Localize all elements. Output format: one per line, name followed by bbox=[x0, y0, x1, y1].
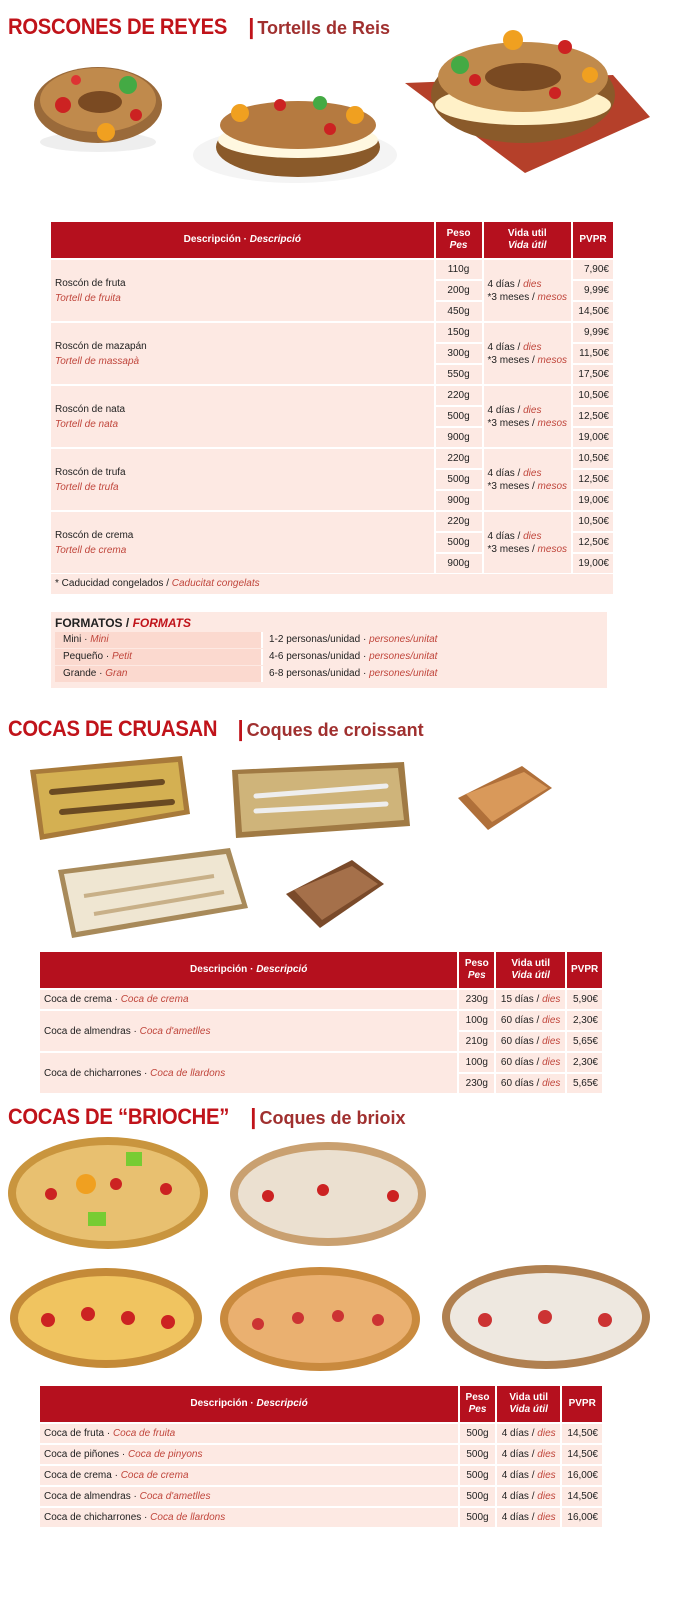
heading-subtitle: Coques de croissant bbox=[246, 720, 424, 740]
heading-main: COCAS DE “BRIOCHE” bbox=[8, 1104, 230, 1129]
weight-cell: 550g bbox=[436, 365, 482, 384]
format-people: 6-8 personas/unidad · persones/unitat bbox=[261, 666, 607, 682]
format-size-es: Grande bbox=[63, 668, 97, 679]
life-text-ca: dies bbox=[537, 1512, 556, 1523]
product-cell: Coca de crema · Coca de crema bbox=[40, 1466, 458, 1485]
life-text: 4 días / bbox=[501, 1449, 535, 1460]
life-text: 60 días / bbox=[500, 1078, 540, 1089]
weight-cell: 500g bbox=[460, 1508, 495, 1527]
product-name: Coca de crema bbox=[44, 994, 112, 1005]
header-price: PVPR bbox=[562, 1386, 602, 1422]
weight-cell: 100g bbox=[459, 1011, 494, 1030]
coca-cruasan-photo-3 bbox=[452, 764, 554, 832]
coca-brioche-photo-1 bbox=[6, 1134, 210, 1252]
life-text: 15 días / bbox=[500, 994, 540, 1005]
header-price: PVPR bbox=[567, 952, 602, 988]
weight-cell: 500g bbox=[436, 533, 482, 552]
product-cell bbox=[51, 323, 434, 384]
product-cell: Coca de fruta · Coca de fruita bbox=[40, 1424, 458, 1443]
product-cell: Coca de chicharrones · Coca de llardons bbox=[40, 1508, 458, 1527]
life-cell bbox=[497, 1466, 561, 1485]
life-text: 4 días / bbox=[501, 1491, 535, 1502]
table-row bbox=[51, 323, 613, 342]
life-text-ca: dies bbox=[523, 404, 542, 416]
cruasan-table bbox=[38, 950, 604, 1095]
life-cell bbox=[496, 1011, 565, 1030]
life-text: 60 días / bbox=[500, 1057, 540, 1068]
life-text-ca: dies bbox=[542, 1015, 561, 1026]
format-people: 4-6 personas/unidad · persones/unitat bbox=[261, 649, 607, 665]
product-name-ca: Coca d'ametlles bbox=[139, 1491, 211, 1502]
life-text-ca: dies bbox=[523, 530, 542, 542]
weight-cell: 230g bbox=[459, 990, 494, 1009]
header-life: Vida util Vida útil bbox=[484, 222, 571, 258]
coca-brioche-photo-5 bbox=[440, 1262, 652, 1372]
life-cell bbox=[497, 1487, 561, 1506]
product-cell: Coca de crema · Coca de crema bbox=[40, 990, 457, 1009]
formats-title: FORMATOS / FORMATS bbox=[55, 616, 192, 630]
price-cell: 11,50€ bbox=[573, 344, 613, 363]
price-cell: 12,50€ bbox=[573, 407, 613, 426]
product-name-ca: Coca de pinyons bbox=[127, 1449, 203, 1460]
life-text-ca: dies bbox=[542, 994, 561, 1005]
product-cell: Coca de almendras · Coca d'ametlles bbox=[40, 1011, 457, 1051]
weight-cell: 220g bbox=[436, 449, 482, 468]
format-people: 1-2 personas/unidad · persones/unitat bbox=[261, 632, 607, 648]
product-name: Roscón de nata bbox=[55, 403, 126, 415]
life-text-ca: dies bbox=[542, 1078, 561, 1089]
price-cell: 9,99€ bbox=[573, 323, 613, 342]
table-row bbox=[40, 1011, 602, 1030]
coca-cruasan-photo-5 bbox=[282, 858, 386, 930]
coca-cruasan-photo-4 bbox=[54, 846, 250, 940]
product-name-ca: Coca de crema bbox=[120, 1470, 189, 1481]
weight-cell: 110g bbox=[436, 260, 482, 279]
weight-cell: 220g bbox=[436, 386, 482, 405]
price-cell: 14,50€ bbox=[573, 302, 613, 321]
product-name: Coca de chicharrones bbox=[44, 1512, 142, 1523]
price-cell: 19,00€ bbox=[573, 428, 613, 447]
weight-cell: 150g bbox=[436, 323, 482, 342]
life-text: 60 días / bbox=[500, 1036, 540, 1047]
coca-brioche-photo-3 bbox=[8, 1264, 204, 1372]
format-people-es: 4-6 personas/unidad bbox=[269, 651, 361, 662]
weight-cell: 300g bbox=[436, 344, 482, 363]
weight-cell: 900g bbox=[436, 554, 482, 573]
life-cell bbox=[496, 1074, 565, 1093]
format-people-es: 6-8 personas/unidad bbox=[269, 668, 361, 679]
frozen-text-ca: mesos bbox=[537, 291, 567, 303]
price-cell: 5,65€ bbox=[567, 1074, 602, 1093]
format-size-es: Mini bbox=[63, 634, 82, 645]
roscon-photo-2 bbox=[190, 85, 405, 190]
life-cell bbox=[496, 1053, 565, 1072]
heading-subtitle: Tortells de Reis bbox=[257, 18, 391, 38]
frozen-text: *3 meses / bbox=[487, 417, 535, 429]
table-row bbox=[40, 1445, 602, 1464]
formats-box bbox=[51, 612, 607, 688]
product-name: Coca de fruta bbox=[44, 1428, 105, 1439]
product-name-ca: Tortell de trufa bbox=[55, 481, 119, 493]
table-row bbox=[40, 1508, 602, 1527]
life-text: 4 días / bbox=[487, 467, 521, 479]
format-people-ca: persones/unitat bbox=[369, 634, 438, 645]
table-row bbox=[40, 1424, 602, 1443]
price-cell: 16,00€ bbox=[562, 1508, 602, 1527]
weight-cell: 100g bbox=[459, 1053, 494, 1072]
heading-separator: | bbox=[237, 716, 244, 741]
life-cell bbox=[484, 512, 571, 573]
weight-cell: 500g bbox=[436, 407, 482, 426]
life-cell bbox=[484, 449, 571, 510]
life-text: 4 días / bbox=[487, 278, 521, 290]
price-cell: 9,99€ bbox=[573, 281, 613, 300]
heading-separator: | bbox=[248, 14, 255, 39]
table-row bbox=[51, 512, 613, 531]
frozen-text: *3 meses / bbox=[487, 354, 535, 366]
product-cell bbox=[51, 260, 434, 321]
life-text-ca: dies bbox=[542, 1036, 561, 1047]
header-life: Vida util Vida útil bbox=[497, 1386, 561, 1422]
header-price: PVPR bbox=[573, 222, 613, 258]
price-cell: 10,50€ bbox=[573, 512, 613, 531]
format-size-ca: Mini bbox=[90, 634, 109, 645]
weight-cell: 500g bbox=[436, 470, 482, 489]
price-cell: 10,50€ bbox=[573, 449, 613, 468]
product-name-ca: Coca de llardons bbox=[150, 1067, 226, 1079]
header-description: Descripción · Descripció bbox=[40, 1386, 458, 1422]
weight-cell: 500g bbox=[460, 1487, 495, 1506]
table-row bbox=[40, 990, 602, 1009]
weight-cell: 500g bbox=[460, 1466, 495, 1485]
product-name-ca: Coca d'ametlles bbox=[139, 1025, 211, 1037]
price-cell: 19,00€ bbox=[573, 554, 613, 573]
life-text: 60 días / bbox=[500, 1015, 540, 1026]
frozen-text-ca: mesos bbox=[537, 480, 567, 492]
product-name: Coca de almendras bbox=[44, 1025, 131, 1037]
product-name-ca: Tortell de nata bbox=[55, 418, 119, 430]
format-size-ca: Gran bbox=[105, 668, 128, 679]
header-weight: Peso Pes bbox=[460, 1386, 495, 1422]
section-title-roscones bbox=[8, 14, 390, 40]
life-text-ca: dies bbox=[537, 1449, 556, 1460]
price-cell: 2,30€ bbox=[567, 1011, 602, 1030]
heading-main: ROSCONES DE REYES bbox=[8, 14, 228, 39]
heading-subtitle: Coques de brioix bbox=[259, 1108, 406, 1128]
header-weight: Peso Pes bbox=[436, 222, 482, 258]
product-cell bbox=[51, 386, 434, 447]
frozen-text-ca: mesos bbox=[537, 417, 567, 429]
format-people-es: 1-2 personas/unidad bbox=[269, 634, 361, 645]
footnote: * Caducidad congelados / Caducitat congelats bbox=[51, 574, 613, 594]
price-cell: 17,50€ bbox=[573, 365, 613, 384]
life-cell bbox=[496, 1032, 565, 1051]
life-cell bbox=[484, 323, 571, 384]
product-name: Coca de piñones bbox=[44, 1449, 120, 1460]
coca-cruasan-photo-2 bbox=[226, 756, 414, 842]
weight-cell: 210g bbox=[459, 1032, 494, 1051]
weight-cell: 500g bbox=[460, 1424, 495, 1443]
life-text-ca: dies bbox=[537, 1428, 556, 1439]
life-text: 4 días / bbox=[501, 1428, 535, 1439]
weight-cell: 500g bbox=[460, 1445, 495, 1464]
format-row bbox=[51, 666, 607, 682]
header-weight: Peso Pes bbox=[459, 952, 494, 988]
format-people-ca: persones/unitat bbox=[369, 651, 438, 662]
section-title-brioche bbox=[8, 1104, 405, 1130]
life-cell bbox=[484, 260, 571, 321]
life-text-ca: dies bbox=[542, 1057, 561, 1068]
heading-main: COCAS DE CRUASAN bbox=[8, 716, 218, 741]
product-name-ca: Tortell de fruita bbox=[55, 292, 121, 304]
product-name: Coca de almendras bbox=[44, 1491, 131, 1502]
price-cell: 16,00€ bbox=[562, 1466, 602, 1485]
life-text-ca: dies bbox=[523, 278, 542, 290]
life-text-ca: dies bbox=[523, 341, 542, 353]
table-header bbox=[40, 952, 602, 988]
life-text-ca: dies bbox=[537, 1491, 556, 1502]
weight-cell: 450g bbox=[436, 302, 482, 321]
product-cell bbox=[51, 512, 434, 573]
price-cell: 7,90€ bbox=[573, 260, 613, 279]
frozen-text: *3 meses / bbox=[487, 291, 535, 303]
price-cell: 14,50€ bbox=[562, 1487, 602, 1506]
price-cell: 5,90€ bbox=[567, 990, 602, 1009]
product-name-ca: Tortell de crema bbox=[55, 544, 127, 556]
heading-separator: | bbox=[250, 1104, 257, 1129]
life-cell bbox=[496, 990, 565, 1009]
section-title-cruasan bbox=[8, 716, 424, 742]
header-description: Descripción · Descripció bbox=[51, 222, 434, 258]
coca-brioche-photo-4 bbox=[218, 1264, 422, 1374]
table-row bbox=[51, 449, 613, 468]
product-name: Coca de chicharrones bbox=[44, 1067, 142, 1079]
product-cell: Coca de piñones · Coca de pinyons bbox=[40, 1445, 458, 1464]
weight-cell: 220g bbox=[436, 512, 482, 531]
roscon-photo-3 bbox=[405, 25, 650, 175]
product-name-ca: Coca de llardons bbox=[150, 1512, 226, 1523]
format-size-es: Pequeño bbox=[63, 651, 104, 662]
product-name: Roscón de fruta bbox=[55, 277, 126, 289]
roscon-photo-1 bbox=[28, 50, 168, 160]
coca-brioche-photo-2 bbox=[228, 1138, 428, 1250]
life-text: 4 días / bbox=[487, 404, 521, 416]
roscones-table bbox=[49, 220, 615, 575]
frozen-text: *3 meses / bbox=[487, 480, 535, 492]
weight-cell: 230g bbox=[459, 1074, 494, 1093]
life-text: 4 días / bbox=[501, 1512, 535, 1523]
table-header bbox=[51, 222, 613, 258]
table-row bbox=[40, 1053, 602, 1072]
product-name-ca: Coca de crema bbox=[120, 994, 189, 1005]
product-name-ca: Coca de fruita bbox=[112, 1428, 176, 1439]
product-cell: Coca de chicharrones · Coca de llardons bbox=[40, 1053, 457, 1093]
coca-cruasan-photo-1 bbox=[22, 752, 194, 844]
price-cell: 19,00€ bbox=[573, 491, 613, 510]
frozen-text: *3 meses / bbox=[487, 543, 535, 555]
format-size: Pequeño · Petit bbox=[55, 649, 261, 665]
price-cell: 2,30€ bbox=[567, 1053, 602, 1072]
format-size: Mini · Mini bbox=[55, 632, 261, 648]
table-header bbox=[40, 1386, 602, 1422]
life-cell bbox=[497, 1424, 561, 1443]
life-cell bbox=[484, 386, 571, 447]
table-row bbox=[51, 386, 613, 405]
life-cell bbox=[497, 1508, 561, 1527]
product-name: Roscón de mazapán bbox=[55, 340, 147, 352]
life-text: 4 días / bbox=[501, 1470, 535, 1481]
header-life: Vida util Vida útil bbox=[496, 952, 565, 988]
price-cell: 5,65€ bbox=[567, 1032, 602, 1051]
frozen-text-ca: mesos bbox=[537, 354, 567, 366]
table-row bbox=[40, 1466, 602, 1485]
product-name: Roscón de crema bbox=[55, 529, 134, 541]
life-text: 4 días / bbox=[487, 530, 521, 542]
format-size: Grande · Gran bbox=[55, 666, 261, 682]
product-cell: Coca de almendras · Coca d'ametlles bbox=[40, 1487, 458, 1506]
weight-cell: 900g bbox=[436, 428, 482, 447]
weight-cell: 200g bbox=[436, 281, 482, 300]
life-text-ca: dies bbox=[523, 467, 542, 479]
price-cell: 14,50€ bbox=[562, 1424, 602, 1443]
life-cell bbox=[497, 1445, 561, 1464]
format-row bbox=[51, 632, 607, 648]
table-row bbox=[51, 260, 613, 279]
table-row bbox=[40, 1487, 602, 1506]
life-text: 4 días / bbox=[487, 341, 521, 353]
price-cell: 12,50€ bbox=[573, 533, 613, 552]
format-size-ca: Petit bbox=[111, 651, 132, 662]
price-cell: 10,50€ bbox=[573, 386, 613, 405]
format-row bbox=[51, 649, 607, 665]
price-cell: 12,50€ bbox=[573, 470, 613, 489]
product-name: Coca de crema bbox=[44, 1470, 112, 1481]
product-cell bbox=[51, 449, 434, 510]
header-description: Descripción · Descripció bbox=[40, 952, 457, 988]
life-text-ca: dies bbox=[537, 1470, 556, 1481]
weight-cell: 900g bbox=[436, 491, 482, 510]
product-name-ca: Tortell de massapà bbox=[55, 355, 140, 367]
brioche-table bbox=[38, 1384, 604, 1529]
product-name: Roscón de trufa bbox=[55, 466, 126, 478]
price-cell: 14,50€ bbox=[562, 1445, 602, 1464]
frozen-text-ca: mesos bbox=[537, 543, 567, 555]
format-people-ca: persones/unitat bbox=[369, 668, 438, 679]
